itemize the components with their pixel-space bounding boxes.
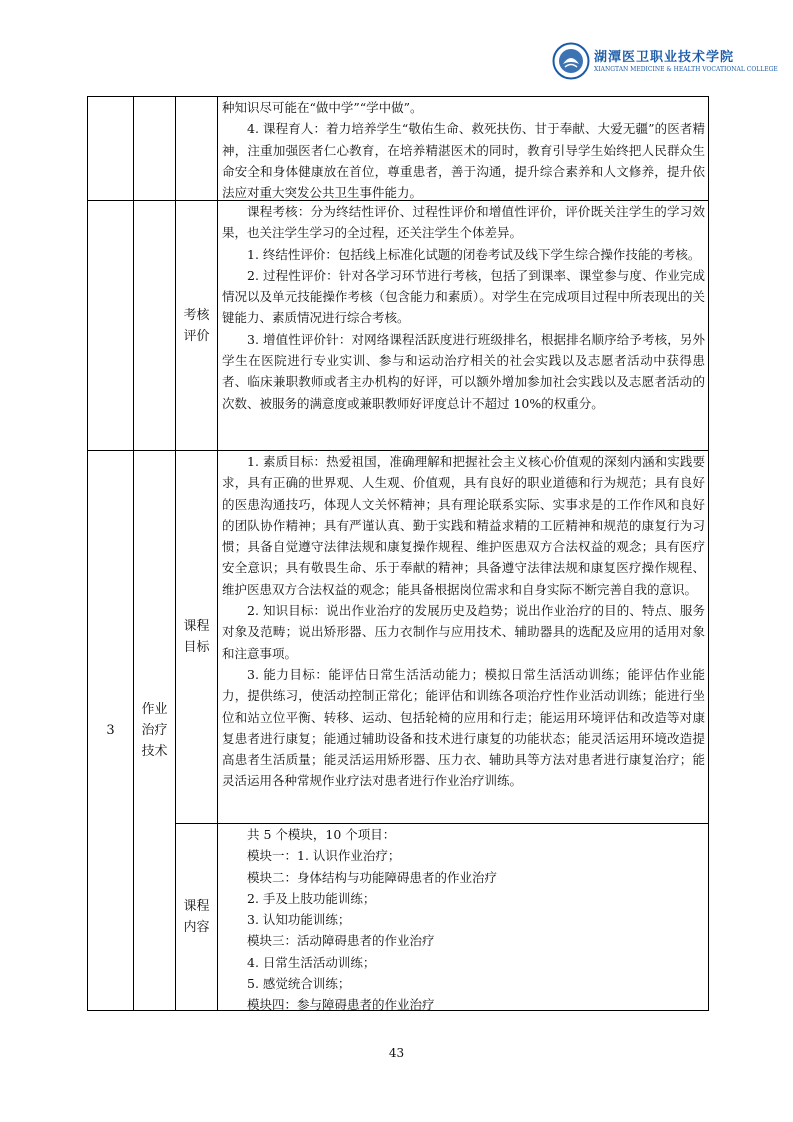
table-row bbox=[88, 97, 709, 201]
paragraph: 种知识尽可能在“做中学”“学中做”。 bbox=[222, 100, 423, 115]
paragraph: 4. 课程育人：着力培养学生“敬佑生命、救死扶伤、甘于奉献、大爱无疆”的医者精神，注重加强医者仁心教育，在培养精湛医术的同时，教育引导学生始终把人民群众生命安全和身体健康放在首位，尊重患者，善于沟通，提升综合素养和人文修养，提升依法应对重大突发公共卫生事件能力。 bbox=[222, 121, 705, 201]
number-cell bbox=[88, 97, 134, 201]
list-item: 模块一：1. 认识作业治疗； bbox=[247, 848, 401, 864]
college-name-cn: 湖潭医卫职业技术学院 bbox=[594, 50, 735, 65]
list-item: 模块四：参与障碍患者的作业治疗 bbox=[247, 997, 435, 1013]
college-emblem-icon bbox=[552, 42, 590, 80]
table-row bbox=[88, 824, 709, 1011]
paragraph: 1. 终结性评价：包括线上标准化试题的闭卷考试及线下学生综合操作技能的考核。 bbox=[247, 246, 701, 262]
list-item: 2. 手及上肢功能训练； bbox=[247, 890, 376, 906]
list-item: 模块二：身体结构与功能障碍患者的作业治疗 bbox=[247, 869, 498, 885]
label-cell bbox=[176, 97, 218, 201]
content-label: 课程 内容 bbox=[176, 824, 218, 1011]
objectives-label: 课程 目标 bbox=[176, 451, 218, 824]
list-item: 模块三：活动障碍患者的作业治疗 bbox=[247, 933, 435, 949]
content-cell bbox=[218, 97, 709, 201]
paragraph: 3. 增值性评价针：对网络课程活跃度进行班级排名，根据排名顺序给予考核，另外学生在医院进行专业实训、参与和运动治疗相关的社会实践以及志愿者活动中获得患者、临床兼职教师或者主办机构的好评，可以额外增加参加社会实践以及志愿者活动的次数、被服务的满意度或兼职教师好评度总计不超过 10%的权重分。 bbox=[222, 331, 705, 411]
college-logo bbox=[552, 42, 778, 80]
assessment-label: 考核 评价 bbox=[176, 201, 218, 451]
table-row bbox=[88, 451, 709, 824]
paragraph: 2. 过程性评价：针对各学习环节进行考核，包括了到课率、课堂参与度、作业完成情况以及单元技能操作考核（包含能力和素质）。对学生在完成项目过程中所表现出的关键能力、素质情况进行综合考核。 bbox=[222, 267, 705, 326]
page-number: 43 bbox=[388, 1046, 405, 1060]
course-content bbox=[218, 824, 709, 1011]
table-row bbox=[88, 201, 709, 451]
assessment-content bbox=[218, 201, 709, 451]
paragraph: 3. 能力目标：能评估日常生活活动能力；模拟日常生活活动训练；能评估作业能力，提供练习，使活动控制正常化；能评估和训练各项治疗性作业活动训练；能进行坐位和站立位平衡、转移、运动、包括轮椅的应用和行走；能运用环境评估和改造等对康复患者进行康复；能通过辅助设备和技术进行康复的功能状态；能灵活运用环境改造提高患者生活质量；能灵活运用矫形器、压力衣、辅助具等方法对患者进行康复治疗；能灵活运用各种常规作业疗法对患者进行作业治疗训练。 bbox=[222, 666, 705, 789]
paragraph: 1. 素质目标：热爱祖国，准确理解和把握社会主义核心价值观的深刻内涵和实践要求，具有正确的世界观、人生观、价值观，具有良好的职业道德和行为规范；具有良好的医患沟通技巧，体现人文关怀精神；具有理论联系实际、实事求是的工作作风和良好的团队协作精神；具有严谨认真、勤于实践和精益求精的工匠精神和规范的康复行为习惯；具备自觉遵守法律法规和康复操作规程、维护医患双方合法权益的观念；具有医疗安全意识；具有敬畏生命、乐于奉献的精神；具备遵守法律法规和康复医疗操作规程、维护医患双方合法权益的观念；能具备根据岗位需求和自身实际不断完善自我的意识。 bbox=[222, 454, 705, 597]
paragraph: 课程考核：分为终结性评价、过程性评价和增值性评价，评价既关注学生的学习效果，也关注学生学习的全过程，还关注学生个体差异。 bbox=[222, 204, 705, 241]
number-cell bbox=[88, 201, 134, 451]
paragraph: 2. 知识目标：说出作业治疗的发展历史及趋势；说出作业治疗的目的、特点、服务对象及范畴；说出矫形器、压力衣制作与应用技术、辅助器具的选配及应用的适用对象和注意事项。 bbox=[222, 603, 705, 661]
objectives-content bbox=[218, 451, 709, 824]
course-number: 3 bbox=[88, 451, 134, 1011]
list-item: 4. 日常生活活动训练； bbox=[247, 954, 376, 970]
curriculum-table bbox=[87, 96, 709, 1011]
course-name-cell bbox=[134, 97, 176, 201]
list-item: 共 5 个模块，10 个项目： bbox=[247, 827, 396, 842]
course-name-cell bbox=[134, 201, 176, 451]
list-item: 5. 感觉统合训练； bbox=[247, 976, 351, 992]
row1-text bbox=[218, 97, 708, 200]
college-name-en: XIANGTAN MEDICINE & HEALTH VOCATIONAL COLLEGE bbox=[594, 66, 778, 73]
course-name: 作业 治疗 技术 bbox=[134, 451, 176, 1011]
list-item: 3. 认知功能训练； bbox=[247, 912, 351, 928]
